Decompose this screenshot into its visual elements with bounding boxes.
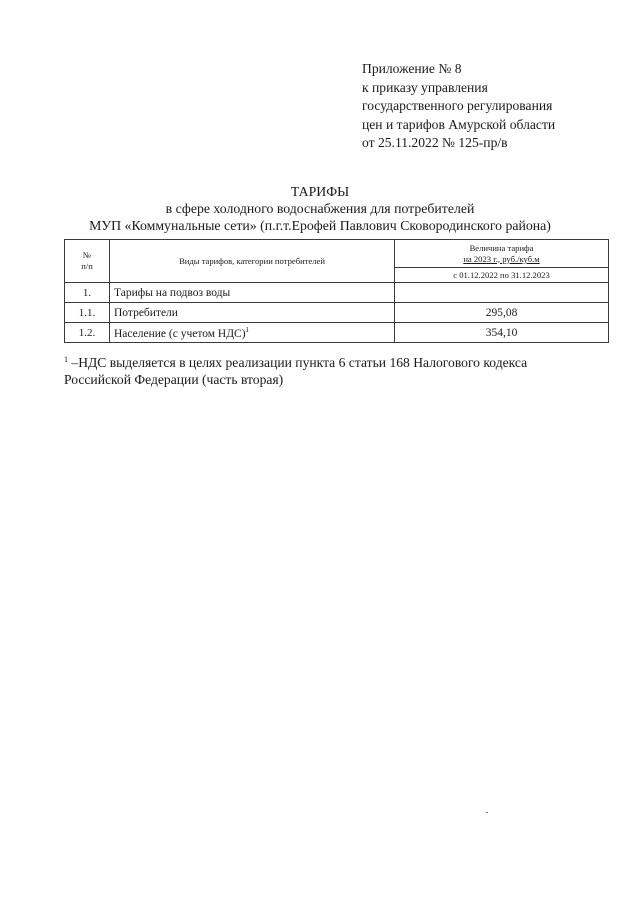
header-period: с 01.12.2022 по 31.12.2023 — [395, 268, 609, 283]
footnote-marker: 1 — [245, 325, 250, 334]
header-value-units: на 2023 г., руб./куб.м — [463, 253, 540, 264]
table-row — [65, 283, 609, 303]
footnote-line-1 — [64, 352, 624, 372]
footnote-mark: 1 — [64, 355, 68, 364]
footnote-line-2: Российской Федерации (часть вторая) — [64, 371, 284, 387]
organization-name: МУП «Коммунальные сети» (п.г.т.Ерофей Павлович Сковородинского района) — [89, 218, 551, 233]
appendix-line-order: к приказу управления — [362, 79, 488, 95]
row-name: Население (с учетом НДС) — [114, 327, 246, 340]
row-value: 295,08 — [395, 303, 609, 323]
header-tariff-kind: Виды тарифов, категории потребителей — [110, 240, 395, 283]
document-title-block — [40, 183, 600, 234]
row-value — [395, 283, 609, 303]
header-number — [65, 240, 110, 283]
row-name: Тарифы на подвоз воды — [110, 283, 395, 303]
appendix-line-date: от 25.11.2022 № 125-пр/в — [362, 135, 508, 151]
appendix-line-region: цен и тарифов Амурской области — [362, 116, 556, 132]
table-row — [65, 303, 609, 323]
scan-speck — [486, 812, 488, 813]
footnote — [64, 352, 624, 388]
document-heading: ТАРИФЫ — [290, 184, 350, 199]
row-value: 354,10 — [395, 323, 609, 343]
appendix-line-number: Приложение № 8 — [362, 61, 462, 76]
row-name: Потребители — [110, 303, 395, 323]
footnote-text-1: –НДС выделяется в целях реализации пункта 6 статьи 168 Налогового кодекса — [68, 355, 528, 370]
row-number: 1. — [65, 283, 110, 303]
row-number: 1.2. — [65, 323, 110, 343]
header-value-title: Величина тарифа — [469, 242, 534, 253]
header-number-abbrev: п/п — [81, 261, 93, 271]
header-tariff-value — [395, 240, 609, 268]
row-number: 1.1. — [65, 303, 110, 323]
table-header-row — [65, 240, 609, 268]
tariff-table — [64, 239, 609, 343]
table-row — [65, 323, 609, 343]
header-number-sign: № — [82, 250, 92, 260]
document-subtitle: в сфере холодного водоснабжения для потребителей — [165, 201, 475, 216]
appendix-line-department: государственного регулирования — [362, 98, 553, 114]
appendix-reference — [362, 60, 622, 153]
row-name-with-footnote — [110, 323, 395, 343]
